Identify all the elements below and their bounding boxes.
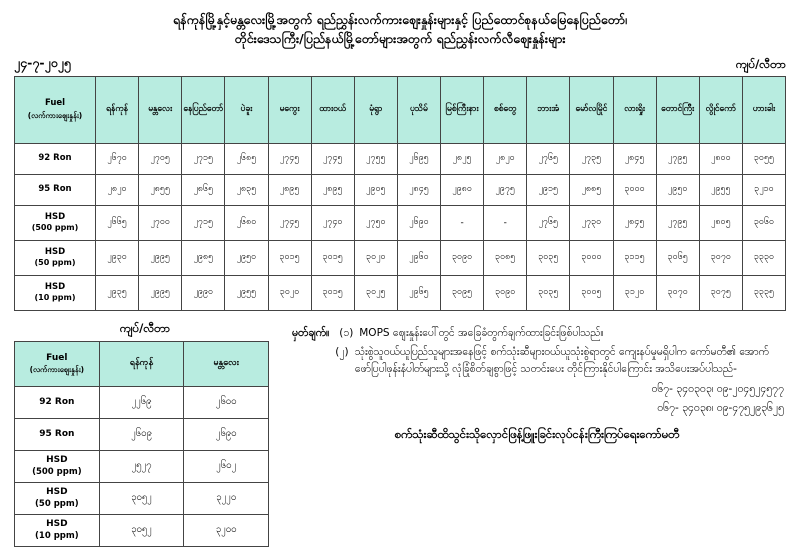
column-header-city: မန္တလေး — [184, 341, 269, 386]
main-table-head — [15, 76, 786, 143]
price-cell: ၂၉၉၅ — [139, 275, 182, 310]
table-row — [15, 482, 269, 514]
price-cell: ၂၆၆၅ — [96, 205, 139, 240]
price-cell: ၂၇၄၀ — [311, 205, 354, 240]
price-cell: ၂၉၇၅ — [484, 174, 527, 205]
notes-label: မှတ်ချက်။ — [292, 326, 330, 339]
table-row — [15, 143, 786, 174]
price-cell: ၃၂၂၀ — [184, 482, 269, 514]
row-label-text: HSD — [44, 212, 66, 223]
price-cell: ၃၀၀၅ — [570, 275, 613, 310]
contact-phone: ၀၆၇- ၃၄၀၃၀၃၊ ၀၉-၂၀၄၅၂၄၅၇၇ — [651, 383, 784, 396]
price-cell: ၂၈၀၀ — [699, 143, 742, 174]
price-cell: ၂၇၃၅ — [570, 143, 613, 174]
row-label-sub: (10 ppm) — [34, 293, 76, 303]
row-label-sub: (500 ppm) — [32, 466, 82, 477]
price-cell: ၂၈၃၅ — [225, 174, 268, 205]
fuel-header-sublabel: (လက်ကားဈေးနှုန်း) — [29, 364, 85, 374]
small-table-head — [15, 341, 269, 386]
price-cell: ၂၇၄၅ — [268, 205, 311, 240]
publication-date: ၂၄-၇-၂၀၂၅ — [14, 54, 71, 70]
price-cell: ၂၈၂၀ — [96, 174, 139, 205]
main-table-body — [15, 143, 786, 310]
note-item — [292, 325, 786, 343]
price-cell: ၂၆၉၀ — [184, 418, 269, 450]
price-cell: ၂၆၈၀ — [225, 205, 268, 240]
column-header-city: တောင်ကြီး — [656, 76, 699, 143]
column-header-city: ပဲခူး — [225, 76, 268, 143]
price-cell: ၃၀၉၀ — [441, 240, 484, 275]
row-label-text: 92 Ron — [39, 396, 75, 407]
price-cell: ၂၇၀၀ — [139, 205, 182, 240]
column-header-fuel — [15, 341, 100, 386]
price-cell: ၃၀၉၀ — [484, 275, 527, 310]
column-header-city: ဘားအံ — [527, 76, 570, 143]
column-header-city: မန္တလေး — [139, 76, 182, 143]
price-cell: ၂၇၁၅ — [182, 205, 225, 240]
price-cell: ၂၈၄၅ — [613, 143, 656, 174]
table-header-row — [15, 76, 786, 143]
retail-price-table — [14, 341, 269, 547]
price-cell: ၂၉၃၅ — [96, 275, 139, 310]
price-cell: ၃၀၉၅ — [441, 275, 484, 310]
price-cell: ၂၇၅၀ — [354, 205, 397, 240]
price-cell: ၂၈၈၅ — [570, 174, 613, 205]
price-cell: ၂၇၆၅ — [527, 205, 570, 240]
table-header-row — [15, 341, 269, 386]
page-title-line-1: ရန်ကုန်မြို့နှင့်မန္တလေးမြို့အတွက် ရည်ညွှန်းလက်ကားဈေးနှုန်းများနှင့် ပြည်ထောင်စုနယ်မြေနေပြည်တော်၊ — [173, 12, 627, 27]
price-cell: ၂၉၃၀ — [96, 240, 139, 275]
small-table-body — [15, 386, 269, 546]
column-header-city: မော်လမြိုင် — [570, 76, 613, 143]
column-header-city: လွိုင်ကော် — [699, 76, 742, 143]
price-cell: ၂၇၉၅ — [656, 143, 699, 174]
fuel-header-label: Fuel — [46, 353, 68, 364]
price-cell: ၂၆၉၀ — [397, 205, 440, 240]
page-title-line-2: တိုင်းဒေသကြီး/ပြည်နယ်မြို့တော်များအတွက် ရည်ညွှန်းလက်လီဈေးနှုန်းများ — [234, 31, 566, 47]
price-cell: ၃၀၇၅ — [699, 275, 742, 310]
row-label-text: HSD — [46, 487, 68, 498]
price-cell: ၂၇၉၅ — [656, 205, 699, 240]
main-table-unit: ကျပ်/လီတာ — [735, 56, 786, 71]
note-item — [292, 344, 786, 380]
price-cell: ၃၀၆၀ — [742, 205, 785, 240]
column-header-city: ထားဝယ် — [311, 76, 354, 143]
price-cell: ၂၆၀၂ — [184, 450, 269, 482]
price-cell: ၂၉၆၀ — [397, 240, 440, 275]
price-cell: ၂၉၅၅ — [699, 174, 742, 205]
row-label — [15, 386, 100, 418]
column-header-city: ရန်ကုန် — [96, 76, 139, 143]
table-row — [15, 205, 786, 240]
price-cell: ၃၀၇၀ — [699, 240, 742, 275]
price-cell: ၂၈၄၅ — [397, 174, 440, 205]
column-header-city: စစ်တွေ — [484, 76, 527, 143]
fuel-header-sublabel: (လက်ကားဈေးနှုန်း) — [27, 111, 83, 121]
price-cell: ၃၀၂၀ — [268, 275, 311, 310]
price-cell: - — [441, 205, 484, 240]
price-cell: ၂၉၈၅ — [182, 240, 225, 275]
row-label-sub: (50 ppm) — [34, 258, 76, 268]
column-header-city: နေပြည်တော် — [182, 76, 225, 143]
column-header-fuel — [15, 76, 96, 143]
price-cell: ၃၀၈၅ — [484, 240, 527, 275]
fuel-header-label: Fuel — [44, 97, 66, 108]
column-header-city: မုံရွာ — [354, 76, 397, 143]
price-cell: ၂၂၆၉ — [99, 386, 184, 418]
price-cell: ၂၈၂၀ — [484, 143, 527, 174]
price-cell: ၃၃၃၅ — [742, 275, 785, 310]
row-label-text: 95 Ron — [39, 428, 75, 439]
column-header-city: ဟားခါး — [742, 76, 785, 143]
price-cell: ၂၉၅၀ — [225, 240, 268, 275]
price-cell: ၂၇၁၅ — [182, 143, 225, 174]
row-label-sub: (500 ppm) — [31, 223, 79, 233]
price-cell: ၂၉၈၀ — [441, 174, 484, 205]
row-label — [15, 205, 96, 240]
price-cell: ၂၈၉၅ — [268, 174, 311, 205]
price-cell: ၂၉၅၅ — [225, 275, 268, 310]
price-cell: ၂၇၀၅ — [139, 143, 182, 174]
contact-phone: ၀၆၇- ၃၄၀၃၈၊ ၀၉-၄၇၅၂၉၃၆၂၅ — [657, 401, 784, 414]
row-label — [15, 418, 100, 450]
price-cell: ၂၉၁၅ — [527, 174, 570, 205]
column-header-city: လားရှိုး — [613, 76, 656, 143]
row-label — [15, 143, 96, 174]
price-cell: ၃၀၁၅ — [311, 240, 354, 275]
price-cell: ၂၉၀၅ — [354, 174, 397, 205]
main-table-wrap — [0, 76, 800, 311]
price-cell: ၃၁၁၅ — [613, 240, 656, 275]
column-header-city: ရန်ကုန် — [99, 341, 184, 386]
notes-section — [286, 321, 786, 547]
price-cell: - — [484, 205, 527, 240]
row-label-sub: (50 ppm) — [35, 498, 79, 509]
price-cell: ၂၉၉၀ — [182, 275, 225, 310]
notes-label-spacer — [292, 344, 329, 380]
small-table-section — [14, 321, 276, 547]
note-number: (၂) — [335, 345, 349, 358]
price-cell: ၂၉၆၅ — [397, 275, 440, 310]
table-row — [15, 174, 786, 205]
price-cell: ၃၀၀၀ — [613, 174, 656, 205]
price-cell: ၂၆၇၀ — [96, 143, 139, 174]
row-label — [15, 450, 100, 482]
price-cell: ၂၇၄၅ — [268, 143, 311, 174]
table-row — [15, 240, 786, 275]
price-cell: ၂၈၆၅ — [182, 174, 225, 205]
note-text: သုံးစွဲသူဝယ်ယူပြည်သူများအနေဖြင့် စက်သုံးဆီများဝယ်ယူသုံးစွဲရာတွင် ကျေးနပ်မှုမရှိပါက ကော်မတီ၏ အောက်ဖော်ပြပါဖုန်းနံပါတ်များသို့ လုံခြုံစိတ်ချစွာဖြင့် သတင်းပေး တိုင်ကြားနိုင်ပါကြောင်း အသိပေးအပ်ပါသည်- — [354, 345, 769, 376]
price-cell: ၃၃၃၀ — [742, 240, 785, 275]
price-cell: ၃၀၂၅ — [354, 275, 397, 310]
price-cell: ၃၀၃၅ — [527, 275, 570, 310]
row-label — [15, 514, 100, 546]
row-label-text: HSD — [44, 282, 66, 293]
price-cell: ၂၇၃၀ — [570, 205, 613, 240]
price-cell: ၃၁၂၀ — [613, 275, 656, 310]
lower-section — [0, 311, 800, 547]
committee-footer: စက်သုံးဆီထိသွင်းသိုလှောင်ဖြန့်ဖြူးခြင်းလုပ်ငန်းကြီးကြပ်ရေးကော်မတီ — [394, 427, 680, 442]
row-label-text: 92 Ron — [38, 153, 72, 164]
small-table-unit: ကျပ်/လီတာ — [119, 320, 171, 335]
table-row — [15, 450, 269, 482]
table-row — [15, 418, 269, 450]
price-cell: ၂၇၄၅ — [311, 143, 354, 174]
table-row — [15, 514, 269, 546]
meta-row — [0, 49, 800, 76]
row-label — [15, 174, 96, 205]
row-label-text: 95 Ron — [38, 184, 72, 195]
row-label-text: HSD — [46, 455, 68, 466]
price-cell: ၂၇၅၅ — [354, 143, 397, 174]
price-cell: ၃၀၅၂ — [99, 482, 184, 514]
column-header-city: မြစ်ကြီးနား — [441, 76, 484, 143]
price-cell: ၂၅၂၇ — [99, 450, 184, 482]
price-cell: ၂၇၆၅ — [527, 143, 570, 174]
row-label — [15, 240, 96, 275]
price-cell: ၂၆၀၀ — [184, 386, 269, 418]
price-cell: ၃၀၇၀ — [656, 275, 699, 310]
note-text: MOPS ဈေးနှုန်းပေါ်တွင် အခြေခံတွက်ချက်ထားခြင်းဖြစ်ပါသည်။ — [359, 326, 604, 339]
price-cell: ၂၉၅၀ — [656, 174, 699, 205]
price-cell: ၂၆၉၅ — [397, 143, 440, 174]
row-label — [15, 275, 96, 310]
row-label-sub: (10 ppm) — [35, 530, 79, 541]
row-label-text: HSD — [44, 247, 66, 258]
price-cell: ၃၀၀၀ — [570, 240, 613, 275]
table-row — [15, 275, 786, 310]
price-cell: ၃၀၃၅ — [527, 240, 570, 275]
price-cell: ၃၀၆၅ — [656, 240, 699, 275]
row-label-text: HSD — [46, 519, 68, 530]
price-cell: ၂၈၀၅ — [699, 205, 742, 240]
price-cell: ၃၀၂၀ — [354, 240, 397, 275]
price-cell: ၂၆၈၅ — [225, 143, 268, 174]
price-cell: ၃၀၁၅ — [268, 240, 311, 275]
row-label — [15, 482, 100, 514]
price-cell: ၂၆၀၉ — [99, 418, 184, 450]
table-row — [15, 386, 269, 418]
price-cell: ၃၂၁၀ — [742, 174, 785, 205]
price-cell: ၂၈၂၅ — [441, 143, 484, 174]
price-cell: ၂၈၄၅ — [613, 205, 656, 240]
title-block — [0, 0, 800, 49]
price-cell: ၃၀၅၅ — [742, 143, 785, 174]
note-number: (၁) — [339, 326, 354, 339]
price-cell: ၂၈၉၅ — [311, 174, 354, 205]
column-header-city: မကွေး — [268, 76, 311, 143]
wholesale-price-table — [14, 76, 786, 311]
price-cell: ၃၂၀၀ — [184, 514, 269, 546]
price-cell: ၃၀၁၅ — [311, 275, 354, 310]
column-header-city: ပုသိမ် — [397, 76, 440, 143]
price-cell: ၃၀၅၂ — [99, 514, 184, 546]
price-cell: ၂၈၅၅ — [139, 174, 182, 205]
price-cell: ၂၉၉၅ — [139, 240, 182, 275]
